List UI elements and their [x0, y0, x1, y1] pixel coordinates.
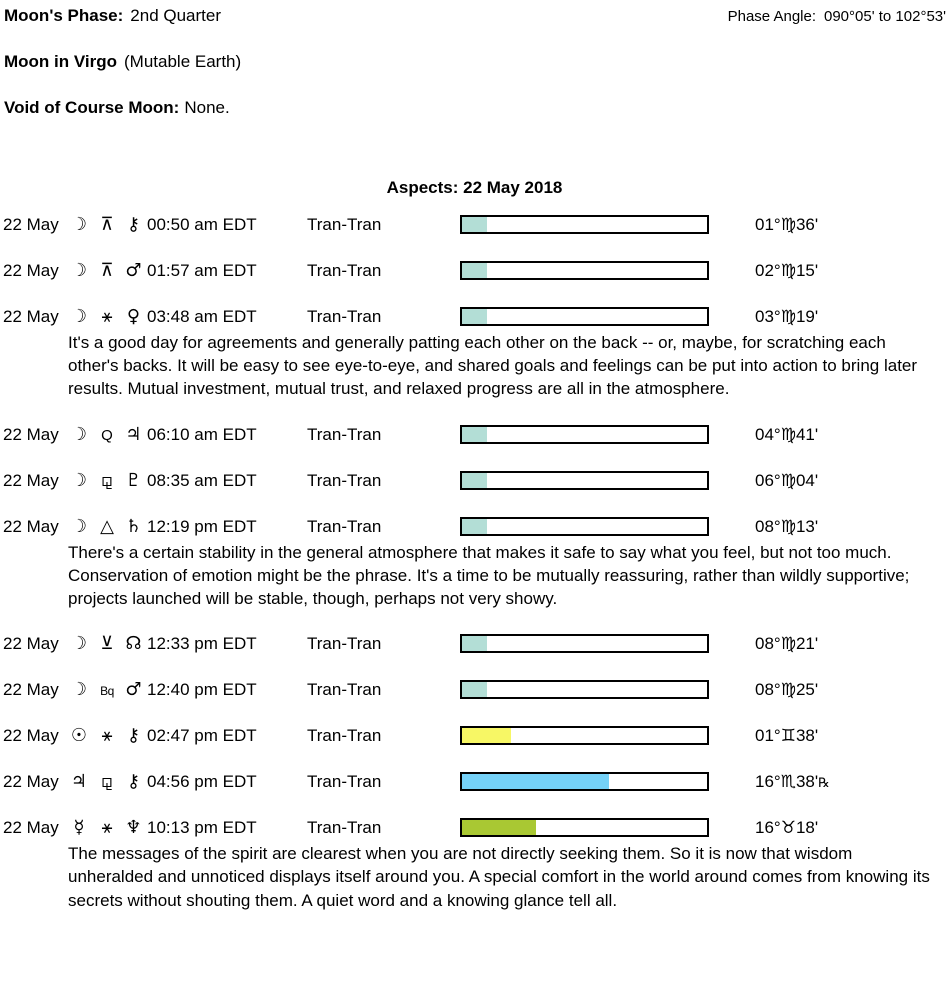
- orb-progress-fill: [462, 217, 487, 232]
- orb-progress-fill: [462, 263, 487, 278]
- aspect-position: [755, 680, 818, 700]
- phase-angle-label: Phase Angle:: [727, 8, 816, 25]
- aspect-position: [755, 634, 818, 654]
- aspect-row: [0, 726, 949, 746]
- degree-text: 03°♍19': [755, 307, 819, 326]
- chiron-icon: ⚷: [126, 725, 141, 747]
- orb-progress-bar: [460, 517, 709, 536]
- degree-text: 04°♍41': [755, 424, 819, 444]
- aspect-type: Tran-Tran: [307, 818, 382, 838]
- degree-text: 08°♍13': [755, 516, 819, 536]
- aspect-position: [755, 471, 818, 491]
- aspect-time: 08:35 am EDT: [147, 470, 257, 490]
- moon-icon: ☽: [70, 633, 88, 655]
- quincunx-icon: ⊼: [100, 260, 114, 281]
- aspect-type: Tran-Tran: [307, 307, 382, 326]
- aspect-date: 22 May: [3, 307, 59, 326]
- degree-text: 16°♉18': [755, 818, 819, 838]
- orb-progress-bar: [460, 215, 709, 234]
- aspect-type: Tran-Tran: [307, 634, 382, 654]
- degree-text: 08°♍25': [755, 680, 819, 700]
- aspect-row: [0, 215, 949, 235]
- orb-progress-bar: [460, 425, 709, 444]
- aspect-position: [755, 261, 818, 281]
- aspect-date: 22 May: [3, 470, 59, 490]
- orb-progress-bar: [460, 471, 709, 490]
- aspect-date: 22 May: [3, 516, 59, 536]
- aspect-row: [0, 818, 949, 838]
- sesquiquadrate-icon: ⚼: [100, 771, 114, 793]
- void-of-course-label: Void of Course Moon:: [4, 98, 180, 117]
- orb-progress-bar: [460, 307, 709, 326]
- orb-progress-bar: [460, 680, 709, 699]
- aspect-type: Tran-Tran: [307, 261, 382, 280]
- aspect-date: 22 May: [3, 772, 59, 792]
- moons-phase-line: [4, 6, 221, 26]
- jupiter-icon: ♃: [125, 423, 142, 445]
- void-of-course-line: [4, 98, 230, 118]
- aspect-position: [755, 517, 818, 537]
- aspect-interpretation: It's a good day for agreements and generally patting each other on the back -- or, maybe, for scratching each other's backs. It will be easy to see eye-to-eye, and shared goals and feelings can be put into action to bring later results. Mutual investment, mutual trust, and relaxed progress are all in the atmosphere.: [68, 333, 918, 399]
- pluto-icon: ♇: [125, 469, 142, 491]
- aspect-time: 03:48 am EDT: [147, 307, 257, 326]
- aspect-time: 12:19 pm EDT: [147, 516, 257, 536]
- aspect-position: [755, 818, 818, 838]
- degree-text: 01°♍36': [755, 215, 819, 234]
- aspect-interpretation: There's a certain stability in the general atmosphere that makes it safe to say what you feel, but not too much. Conservation of emotion might be the phrase. It's a time to be mutually reassuring, rather than wildly supportive; projects launched will be stable, though, perhaps not very showy.: [68, 542, 910, 609]
- orb-progress-fill: [462, 682, 487, 697]
- north-node-icon: ☊: [125, 633, 142, 655]
- aspect-time: 12:33 pm EDT: [147, 634, 257, 654]
- aspects-list: [0, 215, 949, 912]
- aspect-time: 02:47 pm EDT: [147, 726, 257, 746]
- orb-progress-bar: [460, 772, 709, 791]
- moon-icon: ☽: [70, 260, 88, 281]
- aspect-time: 00:50 am EDT: [147, 215, 257, 234]
- moon-icon: ☽: [70, 515, 88, 537]
- quintile-icon: Q: [101, 426, 113, 444]
- degree-text: 16°♏38': [755, 772, 819, 792]
- neptune-icon: ♆: [125, 817, 142, 839]
- void-of-course-value: None.: [184, 98, 230, 117]
- aspect-time: 10:13 pm EDT: [147, 818, 257, 838]
- quincunx-icon: ⊼: [100, 214, 114, 235]
- aspect-position: [755, 215, 818, 235]
- chiron-icon: ⚷: [126, 214, 141, 235]
- semisextile-icon: ⊻: [100, 633, 114, 655]
- jupiter-icon: ♃: [70, 771, 88, 793]
- aspect-position: [755, 425, 818, 445]
- aspect-row: [0, 261, 949, 281]
- report-header: [0, 0, 949, 215]
- aspect-type: Tran-Tran: [307, 726, 382, 746]
- moon-icon: ☽: [70, 214, 88, 235]
- orb-progress-bar: [460, 634, 709, 653]
- biquintile-icon: Bq: [100, 684, 114, 699]
- saturn-icon: ♄: [125, 515, 142, 537]
- aspect-time: 06:10 am EDT: [147, 424, 257, 444]
- aspect-row: [0, 772, 949, 792]
- aspect-type: Tran-Tran: [307, 516, 382, 536]
- aspect-date: 22 May: [3, 818, 59, 838]
- aspect-time: 12:40 pm EDT: [147, 680, 257, 700]
- sextile-icon: ⚹: [101, 306, 113, 327]
- aspect-date: 22 May: [3, 424, 59, 444]
- aspect-date: 22 May: [3, 215, 59, 234]
- phase-angle-value: 090°05' to 102°53': [824, 8, 946, 25]
- aspect-row: [0, 307, 949, 327]
- orb-progress-fill: [462, 309, 487, 324]
- orb-progress-bar: [460, 726, 709, 745]
- mercury-icon: ☿: [73, 817, 85, 839]
- degree-text: 02°♍15': [755, 261, 819, 280]
- moon-icon: ☽: [70, 469, 88, 491]
- orb-progress-bar: [460, 818, 709, 837]
- chiron-icon: ⚷: [126, 771, 141, 793]
- aspect-date: 22 May: [3, 726, 59, 746]
- aspect-row: [0, 471, 949, 491]
- mars-icon: ♂: [125, 679, 142, 701]
- moon-sign-value: (Mutable Earth): [124, 52, 242, 71]
- aspect-interpretation: The messages of the spirit are clearest when you are not directly seeking them. So it is now that wisdom unheralded and unnoticed displays itself around you. A special comfort in the world around comes from knowing its secrets without shouting them. A quiet word and a knowing glance tell all.: [68, 844, 930, 910]
- aspects-title: Aspects: 22 May 2018: [386, 178, 563, 197]
- moons-phase-value: 2nd Quarter: [130, 6, 222, 25]
- orb-progress-fill: [462, 473, 487, 488]
- aspect-date: 22 May: [3, 634, 59, 654]
- aspect-position: [755, 772, 830, 792]
- degree-text: 06°♍04': [755, 470, 819, 490]
- moon-icon: ☽: [70, 679, 88, 701]
- degree-text: 08°♍21': [755, 634, 819, 654]
- aspect-type: Tran-Tran: [307, 680, 382, 700]
- orb-progress-fill: [462, 427, 487, 442]
- venus-icon: ♀: [126, 306, 141, 327]
- orb-progress-fill: [462, 728, 511, 743]
- orb-progress-fill: [462, 636, 487, 651]
- aspect-date: 22 May: [3, 680, 59, 700]
- sextile-icon: ⚹: [101, 817, 113, 839]
- sextile-icon: ⚹: [101, 725, 113, 747]
- aspect-type: Tran-Tran: [307, 772, 382, 792]
- moons-phase-label: Moon's Phase:: [4, 6, 124, 25]
- mars-icon: ♂: [125, 260, 142, 281]
- moon-icon: ☽: [70, 423, 88, 445]
- degree-text: 01°♊38': [755, 726, 819, 746]
- moon-icon: ☽: [70, 306, 88, 327]
- aspect-position: [755, 307, 818, 327]
- orb-progress-fill: [462, 820, 536, 835]
- orb-progress-bar: [460, 261, 709, 280]
- aspect-time: 04:56 pm EDT: [147, 772, 257, 792]
- phase-angle-line: [728, 8, 946, 25]
- aspect-time: 01:57 am EDT: [147, 261, 257, 280]
- aspect-row: [0, 634, 949, 654]
- aspect-position: [755, 726, 818, 746]
- aspect-type: Tran-Tran: [307, 424, 382, 444]
- trine-icon: △: [100, 515, 114, 537]
- sesquiquadrate-icon: ⚼: [100, 469, 114, 491]
- moon-sign-line: [4, 52, 241, 72]
- orb-progress-fill: [462, 774, 609, 789]
- aspect-row: [0, 680, 949, 700]
- orb-progress-fill: [462, 519, 487, 534]
- aspect-type: Tran-Tran: [307, 215, 382, 234]
- moon-sign-label: Moon in Virgo: [4, 52, 118, 71]
- retrograde-icon: ℞: [818, 775, 830, 791]
- aspect-type: Tran-Tran: [307, 470, 382, 490]
- aspect-row: [0, 517, 949, 537]
- aspect-date: 22 May: [3, 261, 59, 280]
- aspect-row: [0, 425, 949, 445]
- sun-icon: ☉: [70, 725, 88, 747]
